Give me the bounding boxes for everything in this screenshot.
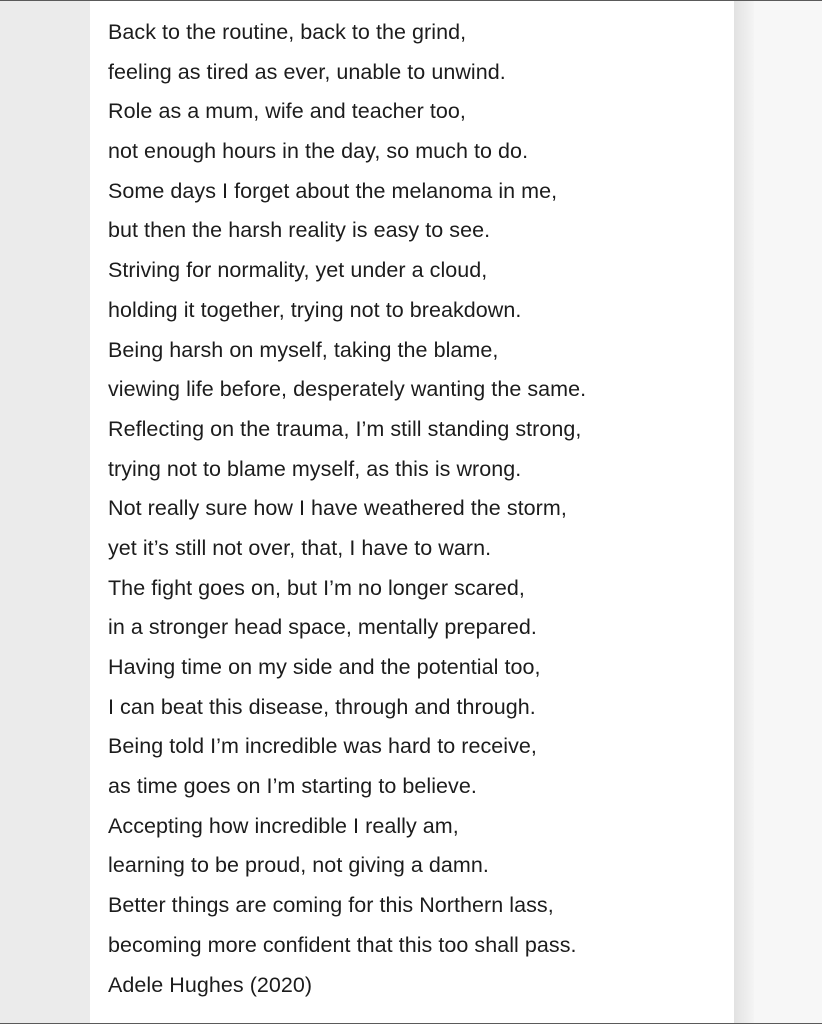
right-margin [754, 1, 822, 1023]
poem-line: Back to the routine, back to the grind, [108, 20, 467, 44]
page-edge-shadow [734, 1, 754, 1023]
poem-line: yet it’s still not over, that, I have to warn. [108, 535, 492, 560]
poem-line: holding it together, trying not to breakdown. [108, 297, 522, 322]
poem-line: I can beat this disease, through and through. [108, 694, 536, 719]
poem-line: becoming more confident that this too shall pass. [108, 932, 577, 957]
poem-line: in a stronger head space, mentally prepared. [108, 615, 537, 640]
poem-line: but then the harsh reality is easy to see. [108, 218, 491, 243]
poem-line: Accepting how incredible I really am, [108, 813, 459, 838]
poem-line: Reflecting on the trauma, I’m still standing strong, [108, 416, 582, 441]
poem-line: Some days I forget about the melanoma in me, [108, 178, 558, 203]
poem-line: Not really sure how I have weathered the storm, [108, 496, 567, 521]
poem-line: Role as a mum, wife and teacher too, [108, 99, 466, 124]
poem-attribution: Adele Hughes (2020) [108, 972, 313, 997]
poem-line: learning to be proud, not giving a damn. [108, 853, 489, 878]
poem-line: Having time on my side and the potential too, [108, 655, 541, 679]
poem-text [108, 13, 728, 1005]
poem-line: Better things are coming for this Northern lass, [108, 893, 554, 918]
poem-line: trying not to blame myself, as this is wrong. [108, 456, 522, 481]
poem-line: not enough hours in the day, so much to do. [108, 139, 529, 164]
poem-line: Being harsh on myself, taking the blame, [108, 337, 499, 362]
poem-line: as time goes on I’m starting to believe. [108, 774, 477, 799]
poem-line: Being told I’m incredible was hard to receive, [108, 734, 537, 759]
poem-line: feeling as tired as ever, unable to unwind. [108, 59, 506, 84]
poem-line: The fight goes on, but I’m no longer scared, [108, 575, 525, 600]
poem-line: viewing life before, desperately wanting the same. [108, 377, 587, 402]
poem-line: Striving for normality, yet under a cloud, [108, 258, 488, 283]
